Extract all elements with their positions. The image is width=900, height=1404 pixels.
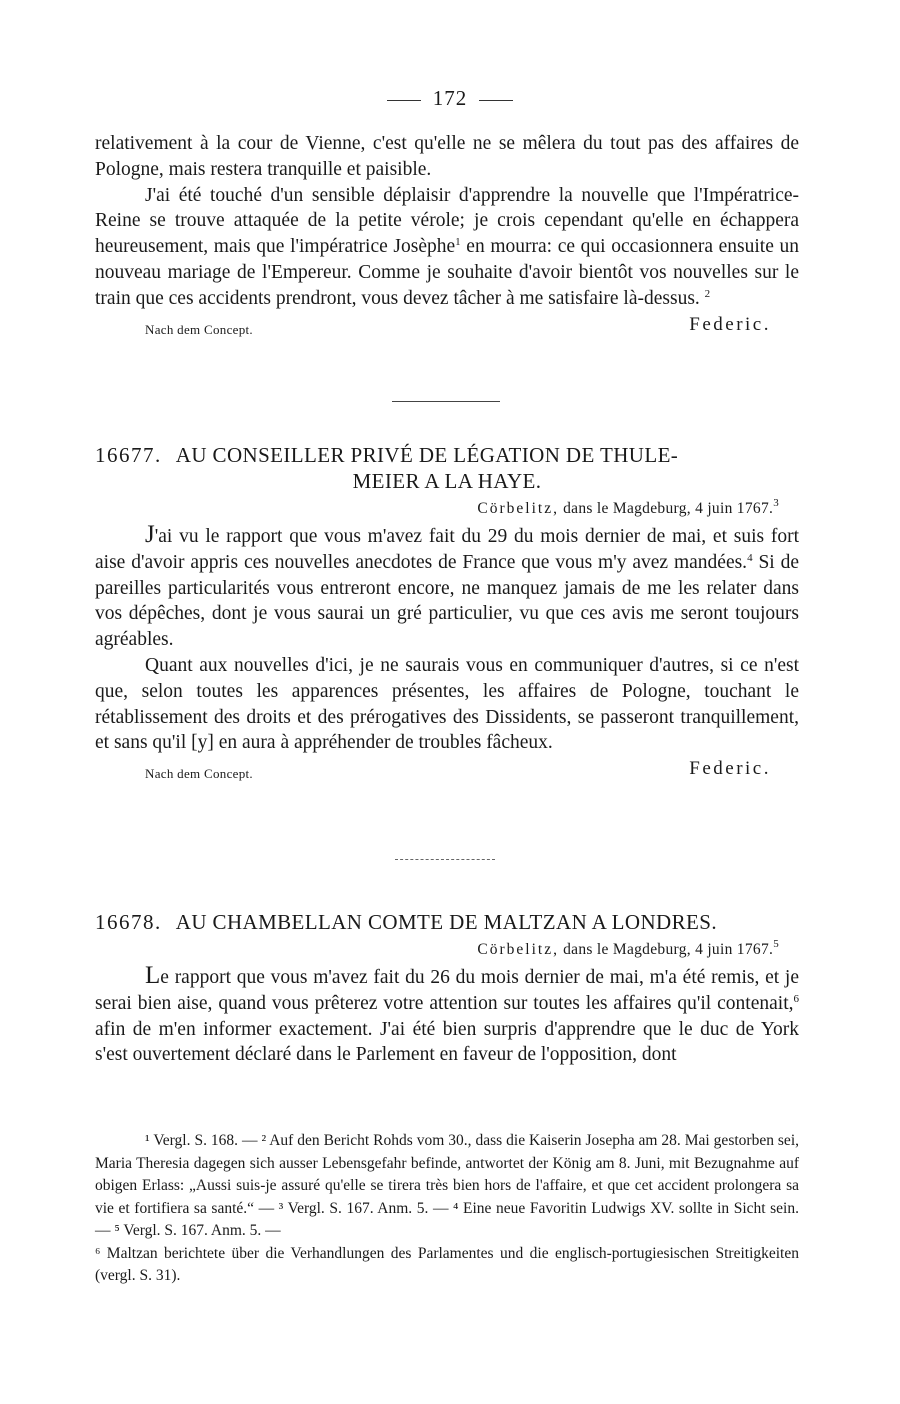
letter-heading-line-2: MEIER A LA HAYE. — [352, 469, 542, 493]
continuation-paragraph-1: relativement à la cour de Vienne, c'est qu'elle ne se mêlera du tout pas des affaires de Pologne, mais restera tranquille et paisible. — [95, 133, 799, 180]
page-number — [95, 86, 805, 111]
section-divider-2 — [395, 859, 495, 860]
letter-number: 16677. — [95, 443, 162, 467]
dateline — [95, 497, 799, 518]
continuation-paragraph-2-text-a: J'ai été touché d'un sensible déplaisir d'apprendre la nouvelle que l'Impératrice-Reine se trouve attaquée de la petite vérole; je crois cependant qu'elle en échappera heureusement, mais que l'impératrice Josèphe — [95, 184, 799, 258]
letter-number: 16678. — [95, 910, 162, 934]
source-note: Nach dem Concept. — [145, 321, 253, 337]
letter-heading — [95, 442, 799, 468]
letter-paragraph-1-text-a: 'ai vu le rapport que vous m'avez fait du 29 du mois dernier de mai, et suis fort aise d'avoir appris ces nouvelles anecdotes de France que vous m'y avez mandées. — [95, 526, 799, 573]
dateline-date: dans le Magdeburg, 4 juin 1767. — [558, 941, 774, 958]
signature: Federic. — [689, 758, 771, 780]
footnote-ref-4: 4 — [747, 551, 753, 564]
dateline-date: dans le Magdeburg, 4 juin 1767. — [558, 500, 774, 517]
footnote-ref-5: 5 — [773, 938, 779, 950]
footnotes — [95, 1130, 799, 1288]
letter-paragraph-1-text-a: e rapport que vous m'avez fait du 26 du mois dernier de mai, m'a été remis, et je serai bien aise, quand vous prêterez votre attention sur toutes les affaires qu'il contenait, — [95, 967, 799, 1014]
letter-16677 — [95, 442, 799, 784]
letter-paragraph-1 — [95, 522, 799, 653]
footnote-ref-1: 1 — [455, 236, 461, 249]
continuation-paragraph-2-text-b: en mourra: ce qui occasionnera ensuite un nouveau mariage de l'Empereur. Comme je souhaite d'avoir bientôt vos nouvelles sur le train que ces accidents prendront, vous devez tâcher à me satisfaire là-dessus. — [95, 236, 800, 309]
letter-heading-text: AU CHAMBELLAN COMTE DE MALTZAN A LONDRES. — [175, 910, 717, 934]
letter-heading — [95, 909, 799, 935]
dateline — [95, 938, 799, 959]
letter-heading-line-1: AU CONSEILLER PRIVÉ DE LÉGATION DE THULE- — [175, 443, 679, 467]
dateline-place: Cörbelitz, — [477, 941, 559, 958]
footnote-block-2: ⁶ Maltzan berichtete über die Verhandlungen des Parlamentes und die englisch-portugiesischen Streitigkeiten (vergl. S. 31). — [95, 1244, 799, 1284]
page-number-dash-left — [387, 100, 421, 101]
letter-paragraph-1-text-b: Si de pareilles particularités vous entreront encore, ne manquez jamais de me les relater dans vos dépêches, dont je vous saurai un gré particulier, vu que ces avis me seront toujours agréables. — [95, 551, 799, 651]
continuation-paragraph-2 — [95, 183, 799, 312]
letter-paragraph-1-text-b: afin de m'en informer exactement. J'ai été bien surpris d'apprendre que le duc de York s'est ouvertement déclaré dans le Parlement en faveur de l'opposition, dont — [95, 1018, 799, 1066]
footnote-block-1: ¹ Vergl. S. 168. — ² Auf den Bericht Rohds vom 30., dass die Kaiserin Josepha am 28. Mai gestorben sei, Maria Theresia dagegen sich ausser Lebensgefahr befinde, antwortet der König am 8. Juni, mit Bezugnahme auf obigen Erlass: „Aussi suis-je assuré qu'elle se tirera très bien hors de l'affaire, et que cet accident prolongera sa vie et fortifiera sa santé.“ — ³ Vergl. S. 167. Anm. 5. — ⁴ Eine neue Favoritin Ludwigs XV. sollte in Sicht sein. — ⁵ Vergl. S. 167. Anm. 5. — — [95, 1132, 799, 1239]
letter-paragraph-2: Quant aux nouvelles d'ici, je ne saurais vous en communiquer d'autres, si ce n'est que, selon toutes les apparences présentes, les affaires de Pologne, touchant le rétablissement des droits et des prérogatives des Dissidents, se passeront tranquillement, et sans qu'il [y] en aura à appréhender de troubles fâcheux. — [95, 654, 799, 754]
letter-paragraph-1 — [95, 963, 799, 1068]
footnote-ref-6: 6 — [793, 992, 799, 1005]
source-signature-row — [95, 314, 799, 340]
dateline-place: Cörbelitz, — [477, 500, 559, 517]
initial-letter: J — [145, 521, 155, 548]
page-number-text: 172 — [432, 86, 468, 110]
footnote-ref-2: 2 — [704, 287, 711, 300]
signature: Federic. — [689, 313, 771, 335]
page-number-dash-right — [479, 100, 513, 101]
previous-letter-continuation — [95, 131, 799, 340]
source-note: Nach dem Concept. — [145, 766, 253, 782]
letter-16678 — [95, 909, 799, 1068]
source-signature-row — [95, 758, 799, 784]
initial-letter: L — [145, 962, 161, 989]
section-divider-1 — [392, 401, 500, 402]
footnote-ref-3: 3 — [773, 497, 779, 509]
